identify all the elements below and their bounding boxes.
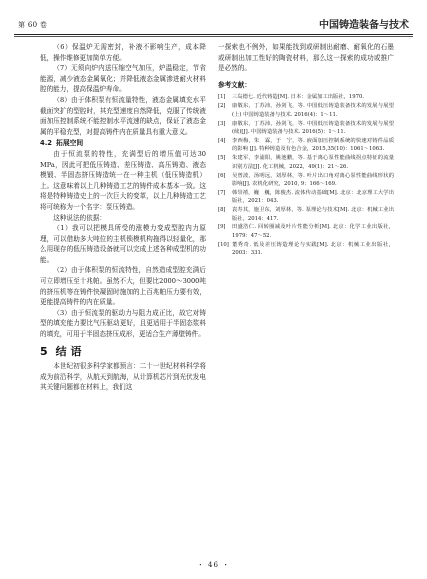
reference-number: [9] [218, 224, 226, 231]
paragraph: 由于恒流泵的特性，充满型后的增压值可达30 MPa，因此可把低压铸造、差压铸造、高压铸造、液态模锻、半固态挤压铸造统一在一种主机（低压铸造机）上。这意味着以上几种铸造工艺的铸件成本基本一致。这将是特种铸造史上的一次巨大的变革，以上几种铸造工艺将可统称为一个名字：泵压铸造。 [40, 149, 206, 211]
reference-item [218, 241, 394, 258]
reference-number: [1] [218, 94, 226, 101]
references-heading: 参考文献： [218, 80, 251, 89]
reference-item [218, 154, 394, 171]
reference-number: [7] [218, 189, 226, 196]
reference-item [218, 206, 394, 223]
reference-text: 朱建军，李浦阳，姚池鹏，等. 基于离心泵性能曲线拐点特征的流量识别方法[J]. 化工机械，2022，49(1)：21～26. [232, 155, 394, 170]
list-item: （2）由于体积泵的恒流特性，自然造成型腔充满后可立即增压至十兆帕。虽然不大，但要比2000～3000吨的挤压机等在铸件快凝固时施加的上百兆帕压力要有效，更能提高铸件的内在质量。 [40, 266, 206, 307]
reference-item [218, 223, 394, 240]
paragraph: 本世纪初很多科学家都预言：二十一世纪材料科学将成为前沿科学，从航天到航海，从计算机芯片到光伏发电其关键问题都在材料上，我们这 [40, 362, 206, 392]
header-rule [14, 34, 413, 35]
section-heading-5 [40, 344, 206, 358]
reference-item [218, 189, 394, 206]
section-title: 拓展空间 [56, 139, 84, 148]
reference-text: 吴曾波，汤明远，刘厚林，等. 叶片出口角对离心泵性能曲线形状的影响[J]. 农机化研究，2010, 9：166～169. [232, 172, 394, 187]
volume-label: 第 60 卷 [18, 21, 48, 29]
left-column [40, 42, 206, 393]
section-number: 5 [40, 344, 48, 358]
reference-item [218, 120, 394, 137]
reference-number: [2] [218, 103, 226, 110]
section-number: 4.2 [40, 139, 53, 148]
page-header [14, 10, 413, 36]
reference-number: [10] [218, 241, 229, 248]
reference-number: [3] [218, 120, 226, 127]
page-number: ・ 46 ・ [196, 561, 231, 569]
paragraph: （8）由于体积泵有恒流量特性，液态金属填充水平截面突扩的型腔时，其充型速度自然降低，克服了传统液面加压控制系统不能控制水平流速的缺点，保证了液态金属的平稳充型，对提高铸件内在质量具有重大意义。 [40, 95, 206, 136]
section-title: 结 语 [55, 344, 82, 358]
reference-text: 康敬东，丁苏沛，孙剑飞，等. 中国低压铸造装备技术的发展与展望(续)[J]. 中国铸造装备与技术. 2016(5)：1～11. [232, 120, 394, 135]
paragraph: （7）无须向炉内送压缩空气加压，炉温稳定，节省能源，减少液态金属氧化；并降低液态金属渗进耐火材料腔的能力，提高保温炉寿命。 [40, 64, 206, 94]
journal-title: 中国铸造装备与技术 [319, 20, 409, 31]
reference-number: [6] [218, 172, 226, 179]
reference-text: 李西梅，朱 霖，于 宁，等. 液面加压控制系统的快速对铸件品质的影响 [J]. 特种铸造及有色合金，2015,35(10)：1061～1063. [232, 137, 394, 153]
reference-item [218, 172, 394, 189]
reference-number: [4] [218, 137, 226, 144]
right-column [218, 42, 394, 258]
reference-text: 袁寿其，施卫东，刘厚林，等. 泵理论与技术[M]. 北京：机械工业出版社，2014：417. [232, 207, 394, 222]
reference-text: 康敬东，丁苏沛，孙剑飞，等. 中国低压铸造装备技术的发展与展望(上) 中国铸造装备与技术. 2016(4)：1～11. [232, 103, 394, 118]
reference-number: [5] [218, 155, 226, 162]
reference-item [218, 137, 394, 154]
paragraph: （6）保温炉无需密封，补液不影响生产，成本降低，操作维修更加简单方便。 [40, 43, 206, 62]
list-item: （3）由于恒流泵的驱动力与阻力成正比，故它对铸型的填充能力要比气压驱动更好，且更适用于半固态浆料的填充，可用于半固态挤压成形，更适合生产薄壁铸件。 [40, 308, 206, 339]
reference-text: 田盛浩仁. 回转圈减及叶片性能分析[M]. 北京：化学工业出版社，1979：47～52. [232, 224, 394, 239]
section-heading-4-2 [40, 138, 206, 149]
reference-number: [8] [218, 207, 226, 214]
reference-item [218, 102, 394, 119]
paragraph: 一探索也不例外，如果能找到或研制出耐磨、耐氧化的石墨或研制出加工性好的陶瓷材料，那么这一探索的成功或推广是必然的。 [218, 43, 394, 73]
reference-text: 韩崇禧，巍 巍，陈俊杰. 流体传动基础[M]. 北京：北京理工大学出版社，2021：043. [232, 189, 394, 205]
paragraph: 这种说法的依据： [53, 213, 106, 222]
reference-item [218, 93, 394, 101]
header-rule-thin [14, 36, 413, 37]
list-item: （1）我可以把模具所受的涨模力变成型腔内力原理，可以借助多大吨位的主机锁模机构拖得以轻量化，那么用现存的低压铸造设备就可以完成上述各种成型机的功能。 [40, 224, 206, 264]
reference-text: 三岛德七. 近代铸造[M]. 日本：金属加工出版社，1970. [232, 94, 365, 101]
reference-text: 董秀奇. 低及差压铸造理论与实践[M]. 北京：机械工业出版社，2003：331. [232, 241, 394, 257]
